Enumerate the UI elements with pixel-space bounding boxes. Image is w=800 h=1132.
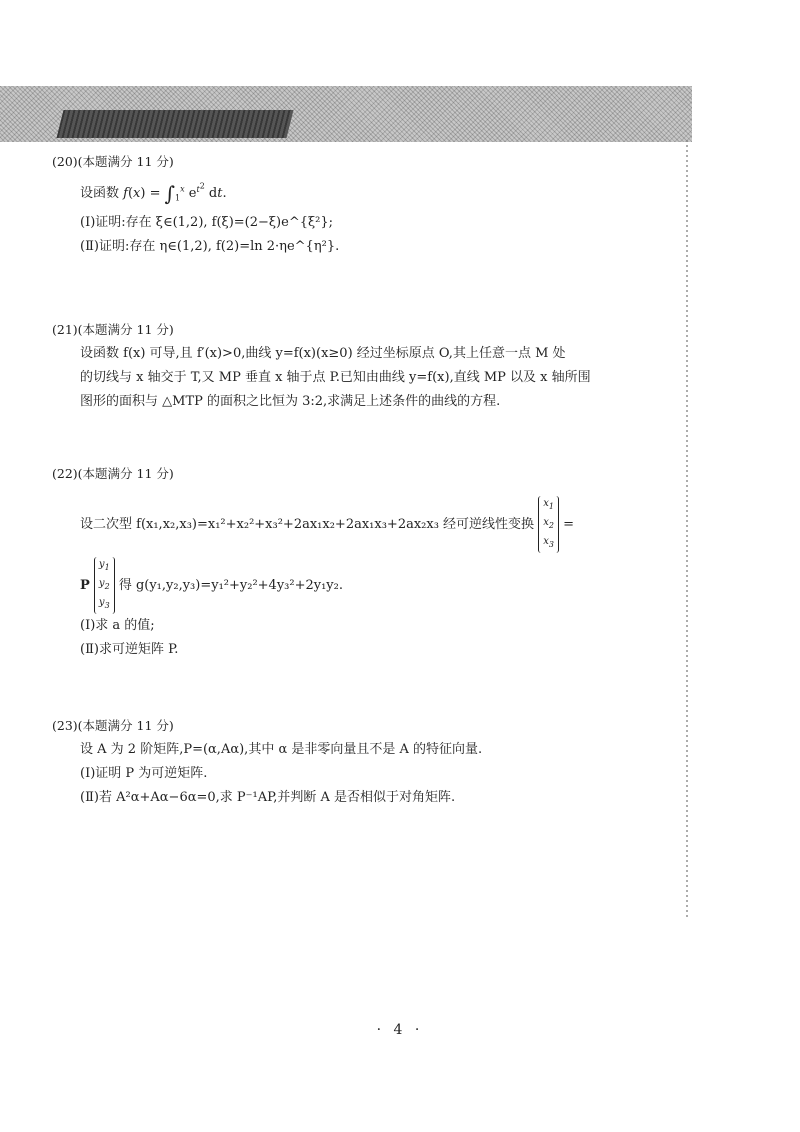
problem-22-head: (22)(本题满分 11 分): [52, 466, 174, 481]
problem-22-quadratic-form: 设二次型 f(x₁,x₂,x₃)=x₁²+x₂²+x₃²+2ax₁x₂+2ax₁x₃+2ax₂x₃ 经可逆线性变换: [80, 517, 535, 532]
problem-20-part-1: (Ⅰ)证明:存在 ξ∈(1,2), f(ξ)=(2−ξ)e^{ξ²};: [80, 214, 334, 230]
y-vector-matrix: $y_1$ $y_2$ $y_3$: [94, 557, 115, 614]
matrix-p-symbol: P: [80, 578, 90, 593]
problem-21: [52, 318, 652, 414]
problem-22-part-1: (Ⅰ)求 a 的值;: [80, 618, 155, 633]
problem-22-line-1: 设二次型 f(x₁,x₂,x₃)=x₁²+x₂²+x₃²+2ax₁x₂+2ax₁x₃+2ax₂x₃ 经可逆线性变换 $x_1$ $x_2$ $x_3$ =: [52, 496, 652, 553]
problem-20: [52, 150, 652, 259]
problem-23-line-1: 设 A 为 2 阶矩阵,P=(α,Aα),其中 α 是非零向量且不是 A 的特征向量.: [80, 742, 483, 757]
problem-22-line-2: [52, 557, 652, 614]
problem-23-part-2: (Ⅱ)若 A²α+Aα−6α=0,求 P⁻¹AP,并判断 A 是否相似于对角矩阵.: [80, 790, 456, 805]
problem-23-head: (23)(本题满分 11 分): [52, 718, 174, 733]
problem-23-part-1: (Ⅰ)证明 P 为可逆矩阵.: [80, 766, 208, 781]
problem-22-result: 得 g(y₁,y₂,y₃)=y₁²+y₂²+4y₃²+2y₁y₂.: [118, 578, 343, 593]
problem-20-intro-prefix: 设函数: [80, 185, 120, 201]
problem-22-part-2: (Ⅱ)求可逆矩阵 P.: [80, 642, 179, 657]
problem-20-part-2: (Ⅱ)证明:存在 η∈(1,2), f(2)=ln 2·ηe^{η²}.: [80, 238, 340, 254]
problem-21-line-1: 设函数 f(x) 可导,且 f′(x)>0,曲线 y=f(x)(x≥0) 经过坐标原点 O,其上任意一点 M 处: [80, 346, 566, 361]
problem-22: [52, 462, 652, 662]
scan-edge: [686, 140, 688, 920]
problem-21-head: (21)(本题满分 11 分): [52, 322, 174, 337]
page-number: · 4 ·: [376, 1022, 424, 1038]
problem-20-intro: [52, 174, 652, 211]
integral-formula: $f(x) = \int_1^x$ $e^{t^2}$ dt.: [123, 181, 227, 206]
problem-21-line-2: 的切线与 x 轴交于 T,又 MP 垂直 x 轴于点 P.已知由曲线 y=f(x),直线 MP 以及 x 轴所围: [80, 370, 591, 385]
problem-23: [52, 714, 652, 810]
x-vector-matrix: $x_1$ $x_2$ $x_3$: [538, 496, 559, 553]
problem-20-head: (20)(本题满分 11 分): [52, 154, 174, 169]
problem-21-line-3: 图形的面积与 △MTP 的面积之比恒为 3:2,求满足上述条件的曲线的方程.: [80, 394, 501, 409]
header-tab: [57, 110, 294, 138]
